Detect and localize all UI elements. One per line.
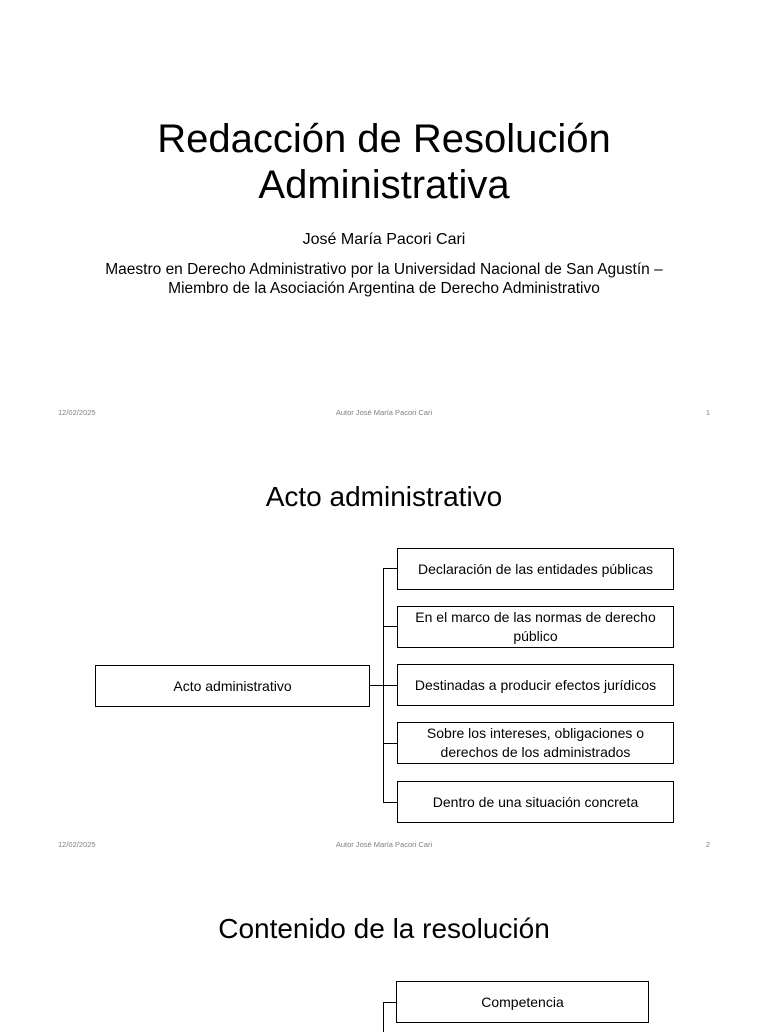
diagram-branch-box-5: Dentro de una situación concreta (397, 781, 674, 823)
slide-1-author: José María Pacori Cari (302, 231, 466, 248)
slide-1-footer (0, 407, 768, 419)
slide-1-title (0, 116, 768, 208)
slide-1-title-line-1: Redacción de Resolución (157, 117, 611, 161)
slide-1-title-line-2: Administrativa (258, 163, 510, 207)
footer-page-number: 1 (705, 408, 710, 417)
slide-1 (0, 0, 768, 432)
footer-author: Autor José María Pacori Cari (335, 840, 433, 849)
footer-date: 12/02/2025 (58, 840, 96, 849)
diagram-branch-box-3: Destinadas a producir efectos jurídicos (397, 664, 674, 706)
diagram-branch-box-1: Declaración de las entidades públicas (397, 548, 674, 590)
diagram-branch-box-1: Competencia (396, 981, 649, 1023)
connector-branch-1 (383, 1002, 397, 1003)
slide-2-title: Acto administrativo (265, 481, 503, 512)
slide-2-footer (0, 839, 768, 851)
footer-page-number: 2 (705, 840, 710, 849)
connector-branch-2 (383, 626, 398, 627)
slide-3-title: Contenido de la resolución (218, 913, 550, 944)
slide-3 (0, 864, 768, 1024)
connector-branch-4 (383, 743, 398, 744)
connector-branch-5 (383, 802, 398, 803)
slide-2 (0, 432, 768, 864)
slide-1-affiliation: Maestro en Derecho Administrativo por la Universidad Nacional de San Agustín – Miembro de la Asociación Argentina de Derecho Administrativo (105, 261, 663, 297)
connector-branch-3 (383, 685, 398, 686)
connector-root-horizontal (370, 685, 384, 686)
diagram-branch-box-4: Sobre los intereses, obligaciones o derechos de los administrados (397, 722, 674, 764)
diagram-root-box: Acto administrativo (95, 665, 370, 707)
connector-branch-1 (383, 568, 398, 569)
footer-date: 12/02/2025 (58, 408, 96, 417)
connector-vertical-trunk (383, 1002, 384, 1032)
footer-author: Autor José María Pacori Cari (335, 408, 433, 417)
diagram-branch-box-2: En el marco de las normas de derecho público (397, 606, 674, 648)
